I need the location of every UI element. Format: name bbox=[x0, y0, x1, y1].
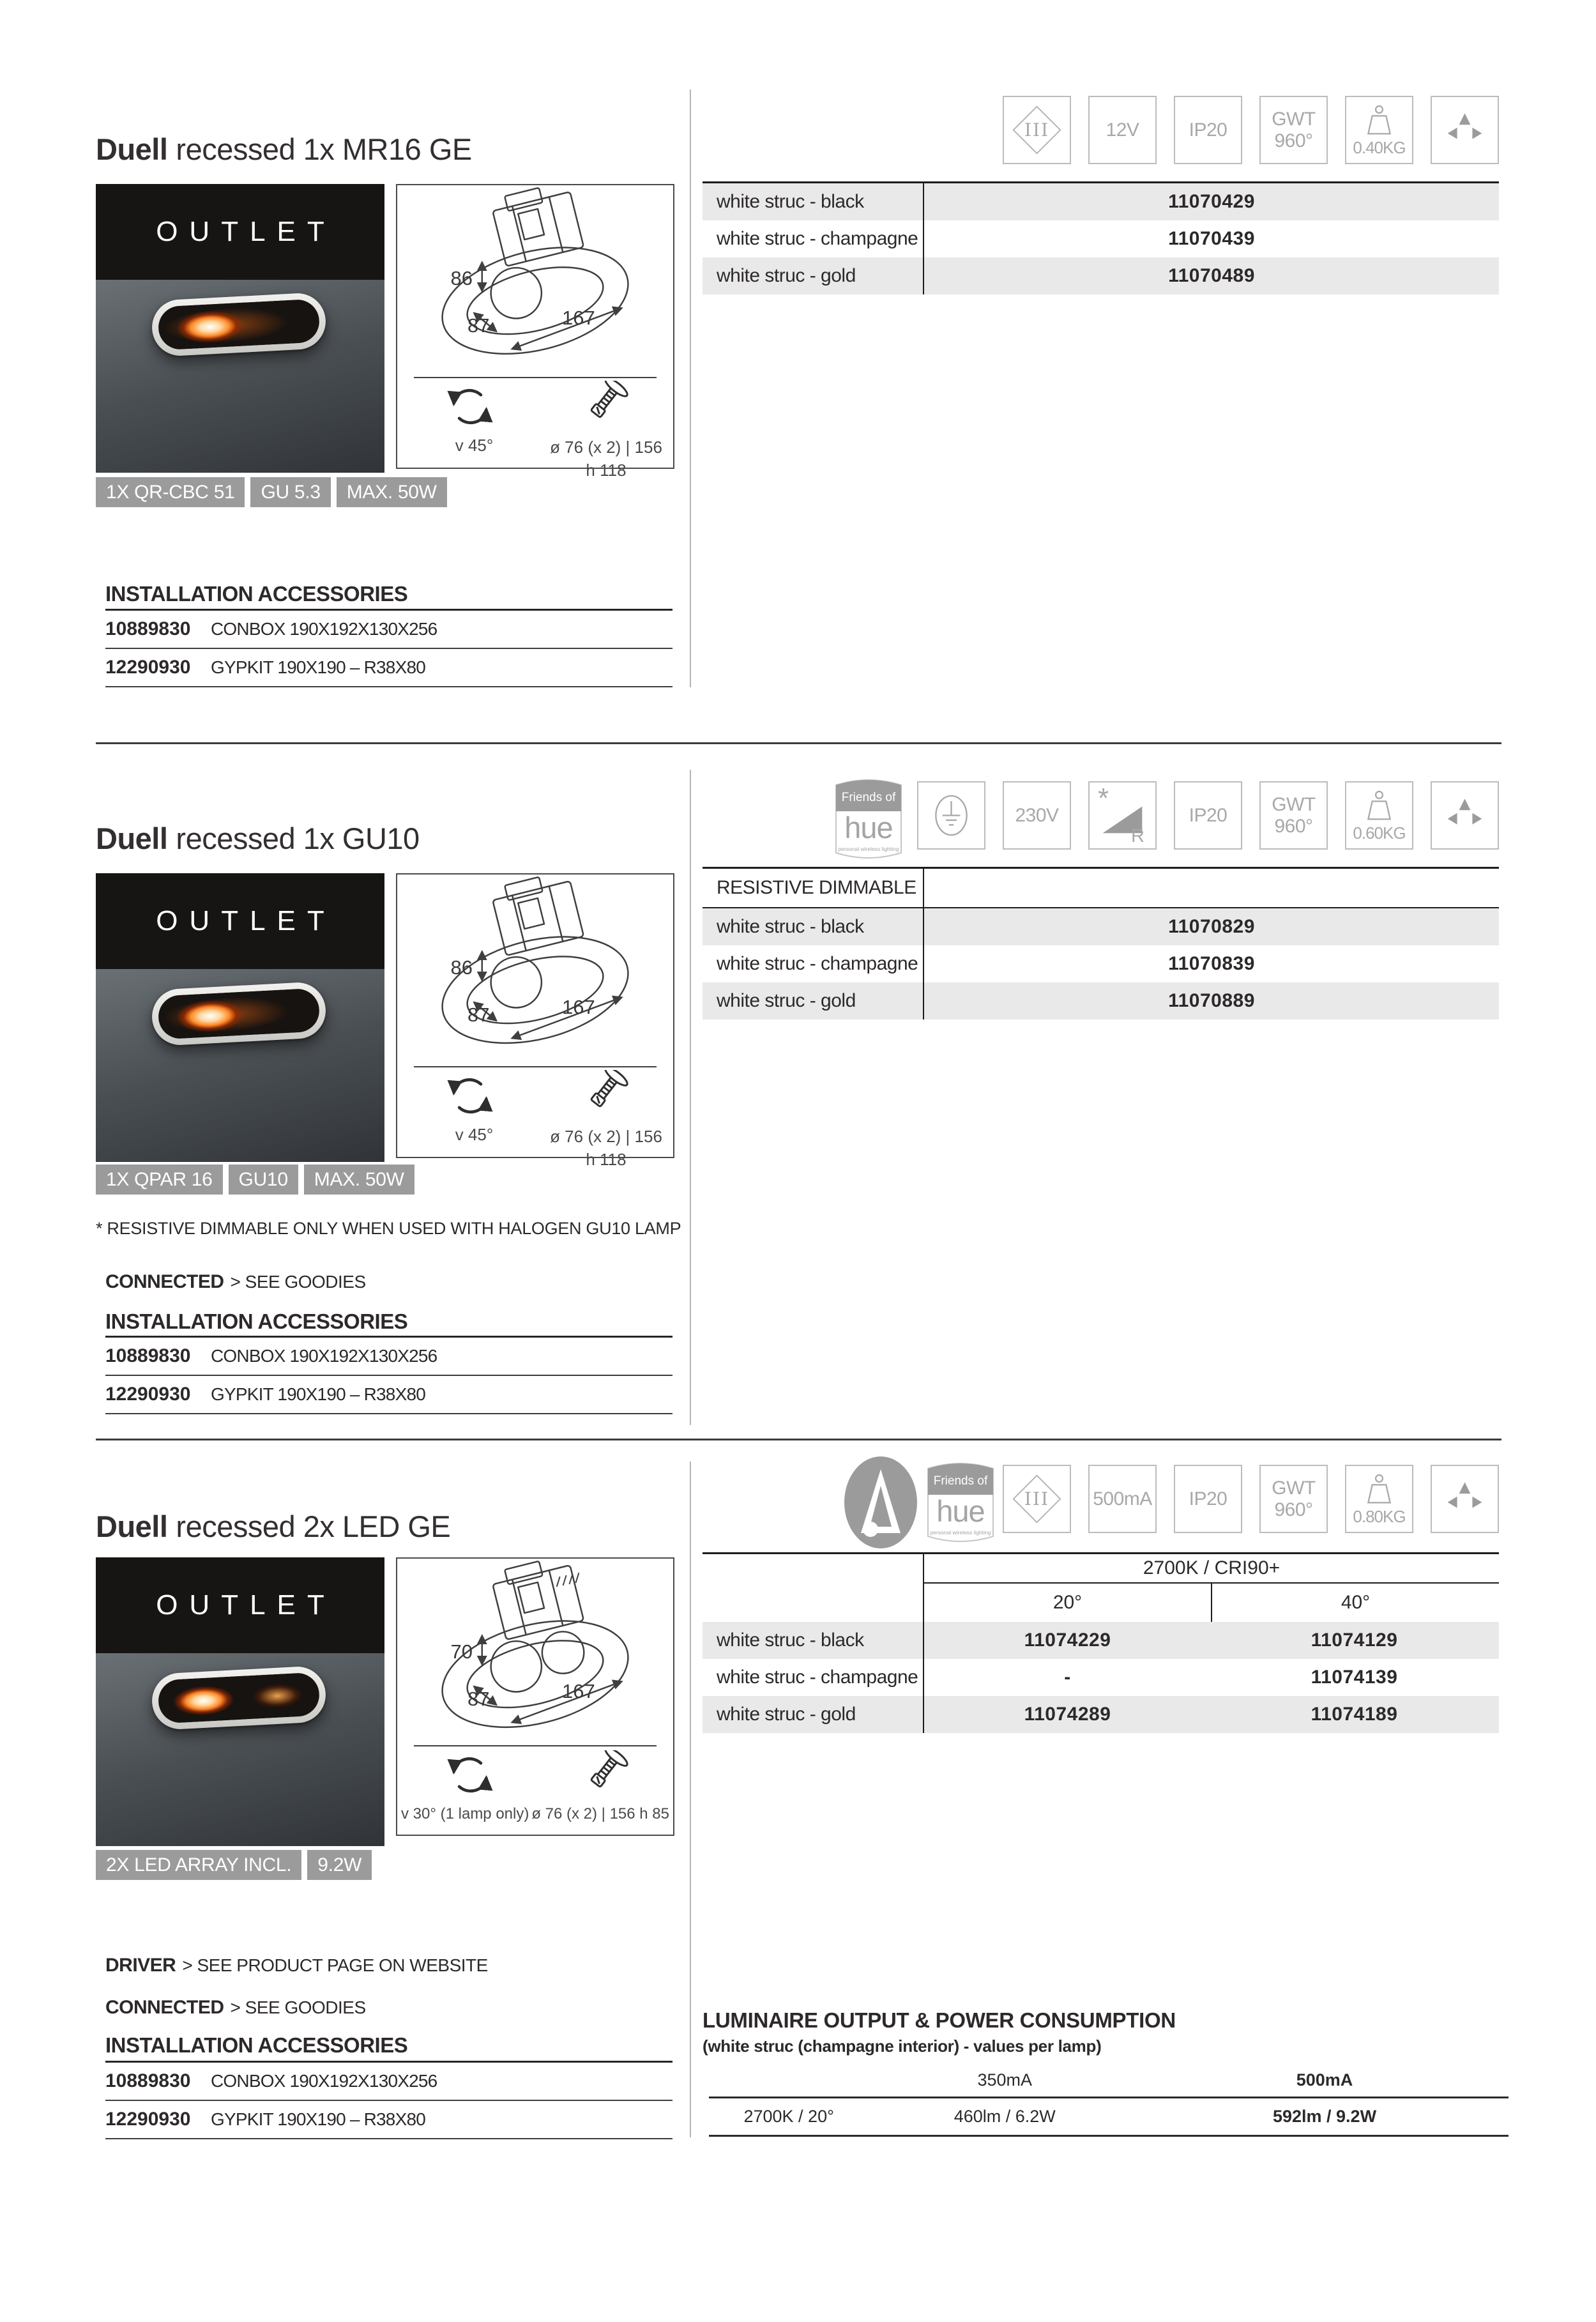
recessed-luminaire bbox=[151, 292, 327, 357]
finish-label: white struc - gold bbox=[703, 1696, 924, 1733]
cutout-spec-label: ø 76 (x 2) | 156 h 85 bbox=[531, 1805, 669, 1822]
accessories-table bbox=[105, 2061, 673, 2139]
photo-scene bbox=[96, 969, 384, 1162]
cutout-spec-label bbox=[540, 436, 672, 482]
accessory-desc: GYPKIT 190X190 – R38X80 bbox=[211, 657, 425, 677]
dim-width-label: 87 bbox=[467, 314, 490, 337]
order-codes-table bbox=[703, 867, 1499, 1020]
hue-wordmark: hue bbox=[936, 1494, 985, 1528]
article-code: 11070839 bbox=[1168, 953, 1255, 974]
hue-wordmark: hue bbox=[844, 811, 893, 844]
article-code-40: 11074129 bbox=[1311, 1630, 1398, 1651]
empty-header-cell bbox=[924, 869, 1499, 907]
installation-accessories-heading: INSTALLATION ACCESSORIES bbox=[105, 2033, 408, 2057]
friends-of-hue-badge bbox=[925, 1455, 996, 1550]
ip-rating-label: IP20 bbox=[1189, 119, 1227, 141]
outlet-banner bbox=[96, 873, 384, 969]
outlet-label: OUTLET bbox=[156, 905, 336, 936]
friends-of-hue-badge bbox=[833, 772, 904, 866]
accessory-row bbox=[105, 2101, 673, 2139]
cutout-spec-line2: h 118 bbox=[586, 1150, 627, 1170]
class-iii-label: III bbox=[1024, 1488, 1050, 1509]
product-family-name: Duell bbox=[96, 132, 168, 166]
product-family-name: Duell bbox=[96, 1509, 168, 1543]
max-wattage-badge: MAX. 50W bbox=[337, 477, 447, 507]
finish-label: white struc - gold bbox=[703, 982, 924, 1020]
rotation-icon bbox=[445, 387, 496, 427]
output-table-title: LUMINAIRE OUTPUT & POWER CONSUMPTION bbox=[703, 2008, 1176, 2032]
dimmable-header-label: RESISTIVE DIMMABLE bbox=[703, 869, 924, 907]
product-variant-name: recessed 1x MR16 GE bbox=[176, 132, 472, 166]
accessories-table bbox=[105, 1336, 673, 1414]
accessory-row bbox=[105, 2063, 673, 2101]
dimmer-asterisk: * bbox=[1098, 783, 1109, 814]
accessory-desc: CONBOX 190X192X130X256 bbox=[211, 2071, 437, 2091]
screw-icon bbox=[586, 1750, 636, 1798]
recessed-luminaire bbox=[151, 981, 327, 1046]
outlet-banner bbox=[96, 1557, 384, 1653]
output-table-subtitle: (white struc (champagne interior) - values per lamp) bbox=[703, 2036, 1102, 2056]
current-350-header: 350mA bbox=[977, 2070, 1032, 2089]
lamp-count-badge: 1X QR-CBC 51 bbox=[96, 477, 245, 507]
accessory-desc: CONBOX 190X192X130X256 bbox=[211, 1346, 437, 1366]
max-wattage-badge: MAX. 50W bbox=[304, 1165, 414, 1195]
dim-length-label: 167 bbox=[562, 307, 595, 329]
earth-ground-icon bbox=[917, 781, 985, 850]
product-family-name: Duell bbox=[96, 821, 168, 855]
dimmer-r-label: R bbox=[1131, 826, 1144, 846]
connected-reference: > SEE GOODIES bbox=[230, 1272, 366, 1292]
luminaire-glow bbox=[157, 988, 320, 1039]
weight-icon bbox=[1345, 96, 1413, 164]
finish-label: white struc - champagne bbox=[703, 1659, 924, 1696]
finish-label: white struc - black bbox=[703, 908, 924, 945]
luminaire-glow bbox=[157, 1672, 320, 1723]
section-title-mr16 bbox=[96, 132, 472, 167]
technical-drawing-box bbox=[396, 1557, 674, 1836]
photo-scene bbox=[96, 280, 384, 473]
lamp-spec-badges bbox=[96, 477, 447, 507]
screw-icon bbox=[586, 1070, 636, 1117]
weight-icon bbox=[1345, 1465, 1413, 1533]
cct-cri-header: 2700K / CRI90+ bbox=[924, 1554, 1499, 1584]
article-code: 11070889 bbox=[1168, 990, 1255, 1011]
dim-width-label: 87 bbox=[467, 1688, 490, 1710]
weight-label: 0.40KG bbox=[1353, 138, 1406, 157]
installation-accessories-heading: INSTALLATION ACCESSORIES bbox=[105, 1310, 408, 1333]
article-code: 11070439 bbox=[1168, 228, 1255, 249]
class-iii-icon bbox=[1003, 96, 1071, 164]
weight-label: 0.80KG bbox=[1353, 1507, 1406, 1526]
outlet-label: OUTLET bbox=[156, 216, 336, 247]
voltage-icon bbox=[1003, 781, 1071, 850]
accessory-code: 10889830 bbox=[105, 1345, 191, 1366]
spec-icon-row bbox=[1003, 96, 1499, 164]
gwt-label-line1: GWT bbox=[1272, 108, 1316, 130]
empty-header-cell bbox=[703, 1554, 924, 1584]
code-row bbox=[703, 183, 1499, 220]
technical-drawing-box bbox=[396, 184, 674, 480]
code-row bbox=[703, 908, 1499, 945]
cct-header-row bbox=[703, 1554, 1499, 1584]
section-separator bbox=[96, 1439, 1501, 1440]
dim-height-label: 86 bbox=[450, 956, 473, 979]
led-array-badge: 2X LED ARRAY INCL. bbox=[96, 1850, 301, 1880]
accessory-row bbox=[105, 1338, 673, 1376]
glow-wire-test-icon bbox=[1259, 96, 1328, 164]
code-row bbox=[703, 220, 1499, 257]
accessory-code: 10889830 bbox=[105, 618, 191, 639]
rotation-icon bbox=[445, 1076, 496, 1116]
code-row bbox=[703, 945, 1499, 982]
order-codes-table bbox=[703, 1552, 1499, 1733]
accessory-code: 12290930 bbox=[105, 2109, 191, 2130]
installation-accessories-heading: INSTALLATION ACCESSORIES bbox=[105, 582, 408, 606]
tilt-spec-label: v 45° bbox=[455, 1125, 494, 1144]
drawing-divider bbox=[414, 1066, 657, 1067]
socket-badge: GU 5.3 bbox=[250, 477, 330, 507]
tilt-spec-label: v 45° bbox=[455, 436, 494, 455]
driver-line bbox=[105, 1955, 488, 1976]
gwt-label-line2: 960° bbox=[1274, 815, 1313, 837]
article-code-40: 11074189 bbox=[1311, 1704, 1398, 1725]
order-codes-table bbox=[703, 181, 1499, 294]
article-code: 11070489 bbox=[1168, 265, 1255, 286]
finish-label: white struc - black bbox=[703, 183, 924, 220]
cct-beam-label: 2700K / 20° bbox=[743, 2107, 834, 2126]
beam-header-row bbox=[703, 1584, 1499, 1622]
dim-height-label: 70 bbox=[450, 1640, 473, 1663]
cutout-spec-line1: ø 76 (x 2) | 156 bbox=[550, 1127, 662, 1146]
adjustable-directions-icon bbox=[1431, 781, 1499, 850]
ip-rating-icon bbox=[1174, 96, 1242, 164]
code-row bbox=[703, 1696, 1499, 1733]
technical-drawing-box bbox=[396, 873, 674, 1170]
lamp-count-badge: 1X QPAR 16 bbox=[96, 1165, 223, 1195]
dimming-note: * RESISTIVE DIMMABLE ONLY WHEN USED WITH HALOGEN GU10 LAMP bbox=[96, 1219, 681, 1238]
dim-length-label: 167 bbox=[562, 996, 595, 1018]
drawing-divider bbox=[414, 1745, 657, 1746]
product-photo bbox=[96, 873, 384, 1162]
hue-top-label: Friends of bbox=[841, 791, 896, 804]
product-variant-name: recessed 1x GU10 bbox=[176, 821, 420, 855]
column-divider bbox=[690, 770, 691, 1425]
code-table-header-row bbox=[703, 869, 1499, 908]
code-row bbox=[703, 982, 1499, 1020]
voltage-label: 12V bbox=[1106, 119, 1139, 141]
accessories-table bbox=[105, 609, 673, 687]
code-row bbox=[703, 257, 1499, 294]
accessory-desc: GYPKIT 190X190 – R38X80 bbox=[211, 1384, 425, 1404]
direction-arrows-glyph bbox=[1440, 105, 1490, 155]
spec-icon-row bbox=[1003, 1465, 1499, 1533]
drive-current-label: 500mA bbox=[1093, 1488, 1152, 1509]
article-code: 11070429 bbox=[1168, 191, 1255, 212]
weight-glyph bbox=[1358, 790, 1400, 823]
output-data-row bbox=[709, 2098, 1509, 2137]
ip-rating-label: IP20 bbox=[1189, 1488, 1227, 1509]
gwt-label-line2: 960° bbox=[1274, 1499, 1313, 1520]
accessory-code: 12290930 bbox=[105, 657, 191, 678]
dim-width-label: 87 bbox=[467, 1004, 490, 1026]
drawing-captions bbox=[401, 1805, 669, 1823]
section-separator bbox=[96, 742, 1501, 744]
finish-label: white struc - champagne bbox=[703, 945, 924, 982]
connected-label: CONNECTED bbox=[105, 1271, 224, 1292]
gwt-label-line1: GWT bbox=[1272, 793, 1316, 815]
accessory-code: 12290930 bbox=[105, 1384, 191, 1405]
spec-icon-row bbox=[917, 781, 1499, 850]
socket-badge: GU10 bbox=[229, 1165, 298, 1195]
product-photo bbox=[96, 1557, 384, 1846]
product-variant-name: recessed 2x LED GE bbox=[176, 1509, 451, 1543]
lamp-spec-badges bbox=[96, 1850, 372, 1880]
luminaire-glow bbox=[157, 298, 320, 350]
adjustable-directions-icon bbox=[1431, 1465, 1499, 1533]
drawing-divider bbox=[414, 377, 657, 378]
dim-length-label: 167 bbox=[562, 1680, 595, 1702]
current-500-header: 500mA bbox=[1296, 2070, 1353, 2089]
article-code-20: 11074229 bbox=[1024, 1630, 1111, 1651]
hue-subtitle: personal wireless lighting bbox=[838, 846, 899, 852]
adjustable-directions-icon bbox=[1431, 96, 1499, 164]
wattage-badge: 9.2W bbox=[307, 1850, 372, 1880]
tilt-spec-label: v 30° (1 lamp only) bbox=[401, 1805, 529, 1822]
accessory-code: 10889830 bbox=[105, 2070, 191, 2091]
gwt-label-line2: 960° bbox=[1274, 130, 1313, 151]
empty-header-cell bbox=[703, 1584, 924, 1622]
cutout-spec-line2: h 118 bbox=[586, 461, 627, 480]
weight-glyph bbox=[1358, 1474, 1400, 1506]
driver-label: DRIVER bbox=[105, 1955, 176, 1976]
glow-wire-test-icon bbox=[1259, 1465, 1328, 1533]
output-header-row bbox=[709, 2063, 1509, 2098]
outlet-banner bbox=[96, 184, 384, 280]
direction-arrows-glyph bbox=[1440, 790, 1490, 841]
lamp-brand-icon bbox=[843, 1455, 918, 1550]
gwt-label-line1: GWT bbox=[1272, 1477, 1316, 1499]
luminaire-output-table bbox=[709, 2063, 1509, 2137]
connected-reference: > SEE GOODIES bbox=[230, 1997, 366, 2017]
weight-label: 0.60KG bbox=[1353, 823, 1406, 843]
code-row bbox=[703, 1659, 1499, 1696]
article-code-20: 11074289 bbox=[1024, 1704, 1111, 1725]
accessory-row bbox=[105, 611, 673, 649]
code-row bbox=[703, 1622, 1499, 1659]
section-title-gu10 bbox=[96, 821, 420, 856]
resistive-dimmer-icon bbox=[1088, 781, 1157, 850]
accessory-desc: GYPKIT 190X190 – R38X80 bbox=[211, 2109, 425, 2129]
hue-subtitle: personal wireless lighting bbox=[930, 1529, 991, 1536]
output-500-value: 592lm / 9.2W bbox=[1272, 2107, 1377, 2126]
recessed-luminaire bbox=[151, 1665, 327, 1730]
screw-icon bbox=[586, 381, 636, 428]
column-divider bbox=[690, 89, 691, 687]
class-iii-icon bbox=[1003, 1465, 1071, 1533]
direction-arrows-glyph bbox=[1440, 1474, 1490, 1524]
drive-current-icon bbox=[1088, 1465, 1157, 1533]
ip-rating-icon bbox=[1174, 781, 1242, 850]
ip-rating-icon bbox=[1174, 1465, 1242, 1533]
accessory-row bbox=[105, 1376, 673, 1414]
photo-scene bbox=[96, 1653, 384, 1846]
ip-rating-label: IP20 bbox=[1189, 804, 1227, 826]
beam-40-header: 40° bbox=[1341, 1592, 1371, 1613]
lamp-spec-badges bbox=[96, 1165, 414, 1195]
connected-line bbox=[105, 1271, 366, 1293]
finish-label: white struc - black bbox=[703, 1622, 924, 1659]
accessory-desc: CONBOX 190X192X130X256 bbox=[211, 619, 437, 639]
product-photo bbox=[96, 184, 384, 473]
beam-20-header: 20° bbox=[924, 1584, 1212, 1622]
glow-wire-test-icon bbox=[1259, 781, 1328, 850]
finish-label: white struc - champagne bbox=[703, 220, 924, 257]
output-350-value: 460lm / 6.2W bbox=[954, 2107, 1056, 2126]
cutout-spec-line1: ø 76 (x 2) | 156 bbox=[550, 438, 662, 457]
finish-label: white struc - gold bbox=[703, 257, 924, 294]
voltage-icon bbox=[1088, 96, 1157, 164]
column-divider bbox=[690, 1462, 691, 2137]
article-code-40: 11074139 bbox=[1311, 1667, 1398, 1688]
cutout-spec-label bbox=[540, 1125, 672, 1172]
accessory-row bbox=[105, 649, 673, 687]
hue-top-label: Friends of bbox=[933, 1474, 988, 1488]
article-code: 11070829 bbox=[1168, 916, 1255, 937]
section-title-led bbox=[96, 1509, 450, 1544]
class-iii-label: III bbox=[1024, 119, 1050, 141]
weight-icon bbox=[1345, 781, 1413, 850]
article-code-20: - bbox=[1064, 1667, 1071, 1688]
connected-label: CONNECTED bbox=[105, 1997, 224, 2018]
earth-glyph bbox=[931, 790, 972, 841]
voltage-label: 230V bbox=[1015, 804, 1059, 826]
weight-glyph bbox=[1358, 105, 1400, 137]
driver-reference: > SEE PRODUCT PAGE ON WEBSITE bbox=[182, 1955, 488, 1975]
dim-height-label: 86 bbox=[450, 267, 473, 289]
rotation-icon bbox=[445, 1755, 496, 1795]
connected-line bbox=[105, 1997, 366, 2019]
outlet-label: OUTLET bbox=[156, 1589, 336, 1621]
